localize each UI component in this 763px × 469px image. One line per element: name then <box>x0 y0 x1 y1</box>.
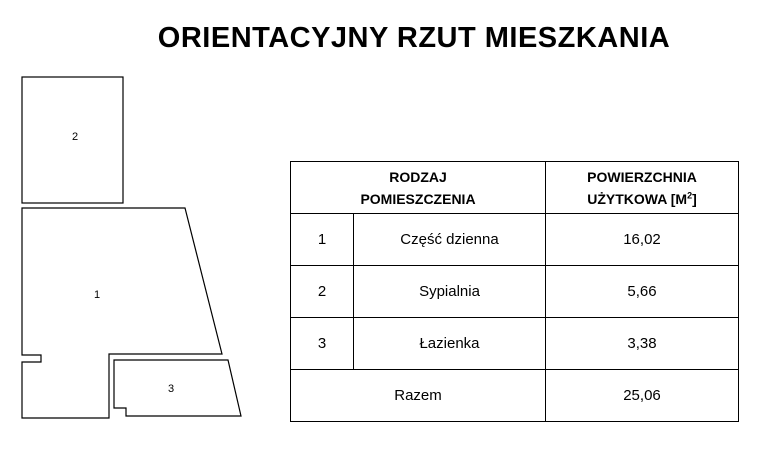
room-2-label: 2 <box>71 131 79 143</box>
row-number: 2 <box>291 266 354 318</box>
floor-plan <box>0 0 250 469</box>
room-type-header-line2: POMIESZCZENIA <box>360 190 476 207</box>
row-area: 16,02 <box>546 214 739 266</box>
room-3-label: 3 <box>167 383 175 395</box>
row-room-name: Łazienka <box>354 318 546 370</box>
table-row <box>291 214 739 266</box>
row-room-name: Sypialnia <box>354 266 546 318</box>
room-1-label: 1 <box>93 289 101 301</box>
table-row <box>291 266 739 318</box>
area-header-line2: UŻYTKOWA [M <box>587 190 688 207</box>
area-header-line2-suffix: ] <box>692 190 697 207</box>
table-total-row <box>291 370 739 422</box>
row-number: 1 <box>291 214 354 266</box>
row-room-name: Część dzienna <box>354 214 546 266</box>
total-area: 25,06 <box>546 370 739 422</box>
area-header <box>546 162 739 214</box>
row-area: 5,66 <box>546 266 739 318</box>
row-area: 3,38 <box>546 318 739 370</box>
total-label: Razem <box>291 370 546 422</box>
table-row <box>291 318 739 370</box>
area-unit-superscript: 2 <box>687 189 693 200</box>
area-table <box>290 161 739 422</box>
room-type-header <box>291 162 546 214</box>
page-title: ORIENTACYJNY RZUT MIESZKANIA <box>157 22 671 54</box>
room-3-outline <box>114 360 241 416</box>
area-header-line1: POWIERZCHNIA <box>587 168 697 185</box>
room-1-outline <box>22 208 222 418</box>
room-type-header-line1: RODZAJ <box>389 168 447 185</box>
table-header-row <box>291 162 739 214</box>
row-number: 3 <box>291 318 354 370</box>
